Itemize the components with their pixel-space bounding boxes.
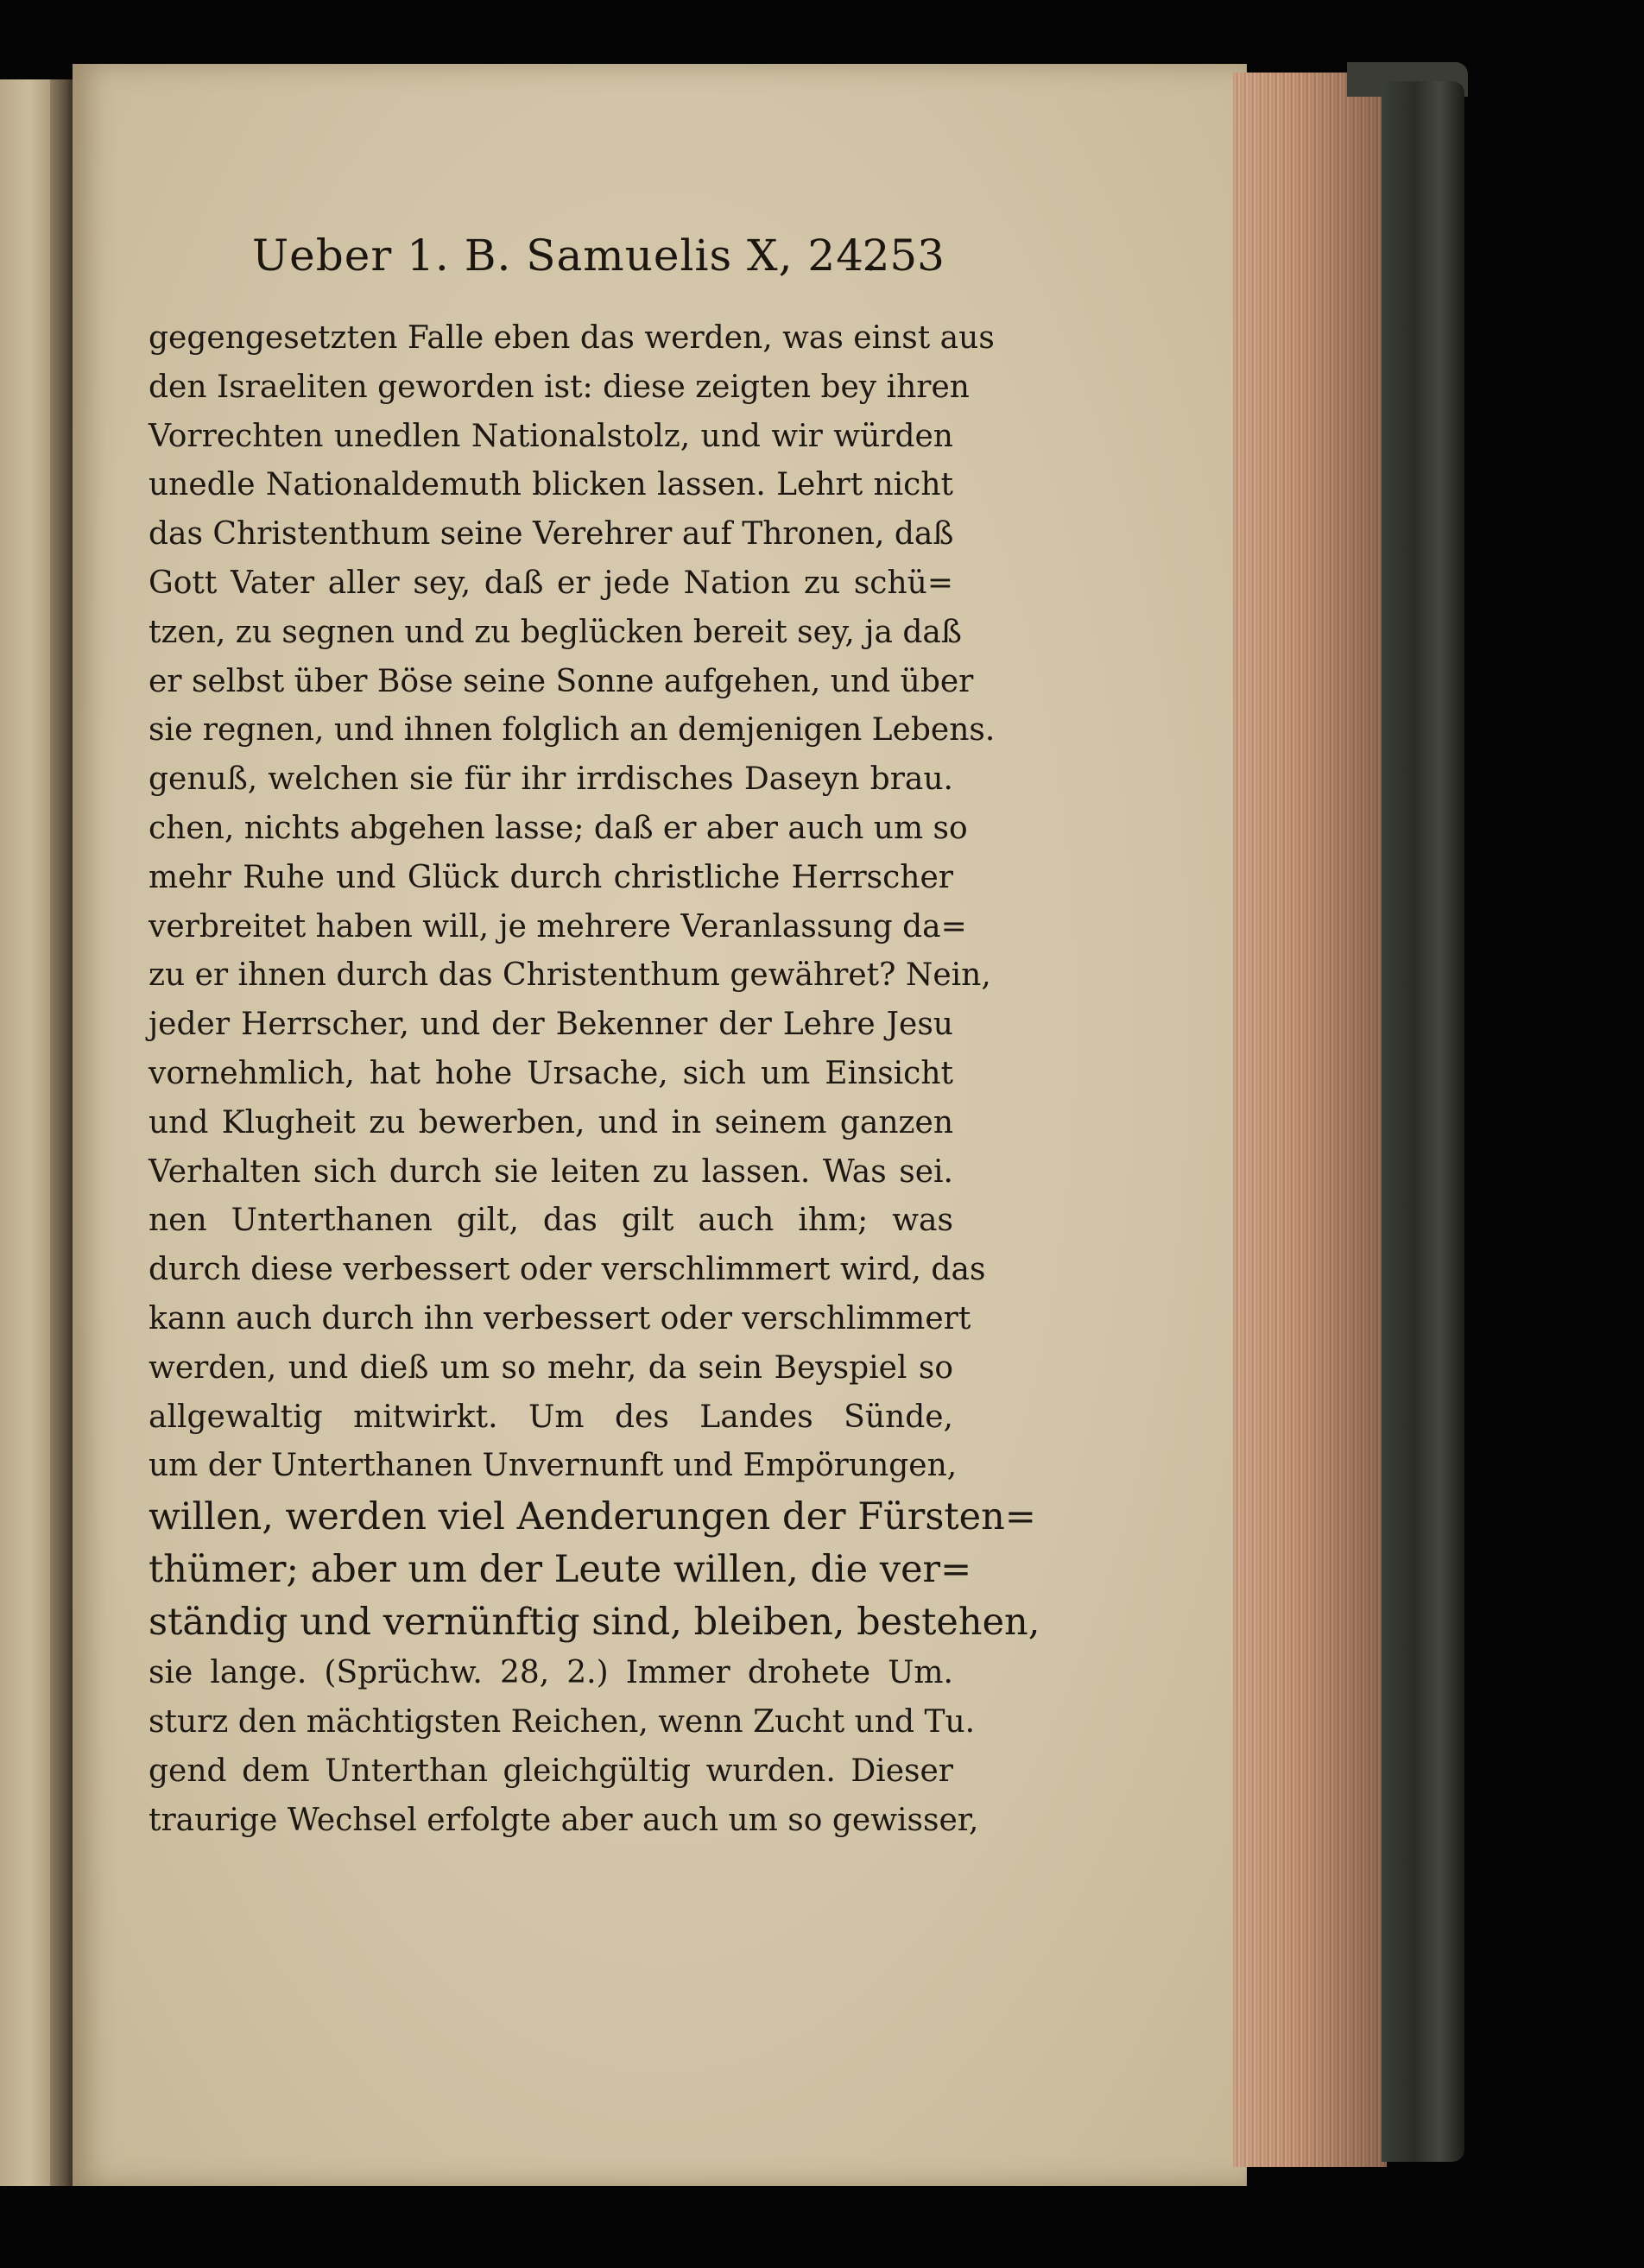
- page-block-shade: [1233, 73, 1387, 2167]
- text-line: um der Unterthanen Unvernunft und Empörungen,: [149, 1448, 958, 1484]
- text-line: sturz den mächtigsten Reichen, wenn Zucht und Tu.: [149, 1703, 976, 1740]
- text-line: zu er ihnen durch das Christenthum gewähret? Nein,: [149, 957, 991, 994]
- back-cover: [1382, 81, 1464, 2162]
- text-line: Verhalten sich durch sie leiten zu lassen. Was sei.: [149, 1153, 953, 1190]
- text-line: das Christenthum seine Verehrer auf Thronen, daß: [149, 516, 954, 553]
- text-line: sie lange. (Sprüchw. 28, 2.) Immer drohete Um.: [149, 1655, 953, 1691]
- text-line-large: thümer; aber um der Leute willen, die ver=: [149, 1548, 972, 1592]
- page-number: 253: [862, 231, 945, 281]
- text-line-large: ständig und vernünftig sind, bleiben, bestehen,: [149, 1601, 1040, 1645]
- text-line: unedle Nationaldemuth blicken lassen. Lehrt nicht: [149, 467, 953, 503]
- text-line: Gott Vater aller sey, daß er jede Nation zu schü=: [149, 565, 953, 601]
- text-line: nen Unterthanen gilt, das gilt auch ihm; was: [149, 1203, 953, 1239]
- text-line: er selbst über Böse seine Sonne aufgehen, und über: [149, 663, 974, 699]
- page-header: [252, 226, 945, 285]
- text-line: den Israeliten geworden ist: diese zeigten bey ihren: [149, 369, 970, 405]
- body-text: [149, 314, 1040, 1845]
- text-line: durch diese verbessert oder verschlimmert wird, das: [149, 1252, 986, 1288]
- text-line: sie regnen, und ihnen folglich an demjenigen Lebens.: [149, 712, 996, 749]
- text-line-large: willen, werden viel Aenderungen der Fürsten=: [149, 1495, 1036, 1539]
- text-line: Vorrechten unedlen Nationalstolz, und wir würden: [149, 418, 953, 454]
- text-line: mehr Ruhe und Glück durch christliche Herrscher: [149, 859, 953, 895]
- text-line: tzen, zu segnen und zu beglücken bereit sey, ja daß: [149, 614, 962, 650]
- text-line: werden, und dieß um so mehr, da sein Beyspiel so: [149, 1349, 953, 1386]
- text-line: allgewaltig mitwirkt. Um des Landes Sünde,: [149, 1399, 953, 1435]
- text-line: gend dem Unterthan gleichgültig wurden. Dieser: [149, 1753, 953, 1789]
- text-line: verbreitet haben will, je mehrere Veranlassung da=: [149, 908, 967, 944]
- text-line: vornehmlich, hat hohe Ursache, sich um Einsicht: [149, 1055, 953, 1091]
- text-line: gegengesetzten Falle eben das werden, was einst aus: [149, 320, 995, 356]
- text-line: genuß, welchen sie für ihr irrdisches Daseyn brau.: [149, 761, 953, 798]
- text-line: jeder Herrscher, und der Bekenner der Lehre Jesu: [149, 1007, 953, 1043]
- running-title: Ueber 1. B. Samuelis X, 24.: [252, 231, 879, 281]
- text-line: kann auch durch ihn verbessert oder verschlimmert: [149, 1300, 971, 1336]
- text-line: traurige Wechsel erfolgte aber auch um so gewisser,: [149, 1802, 979, 1838]
- text-line: chen, nichts abgehen lasse; daß er aber auch um so: [149, 810, 968, 846]
- previous-page-edge: [0, 79, 54, 2186]
- text-line: und Klugheit zu bewerben, und in seinem ganzen: [149, 1104, 953, 1140]
